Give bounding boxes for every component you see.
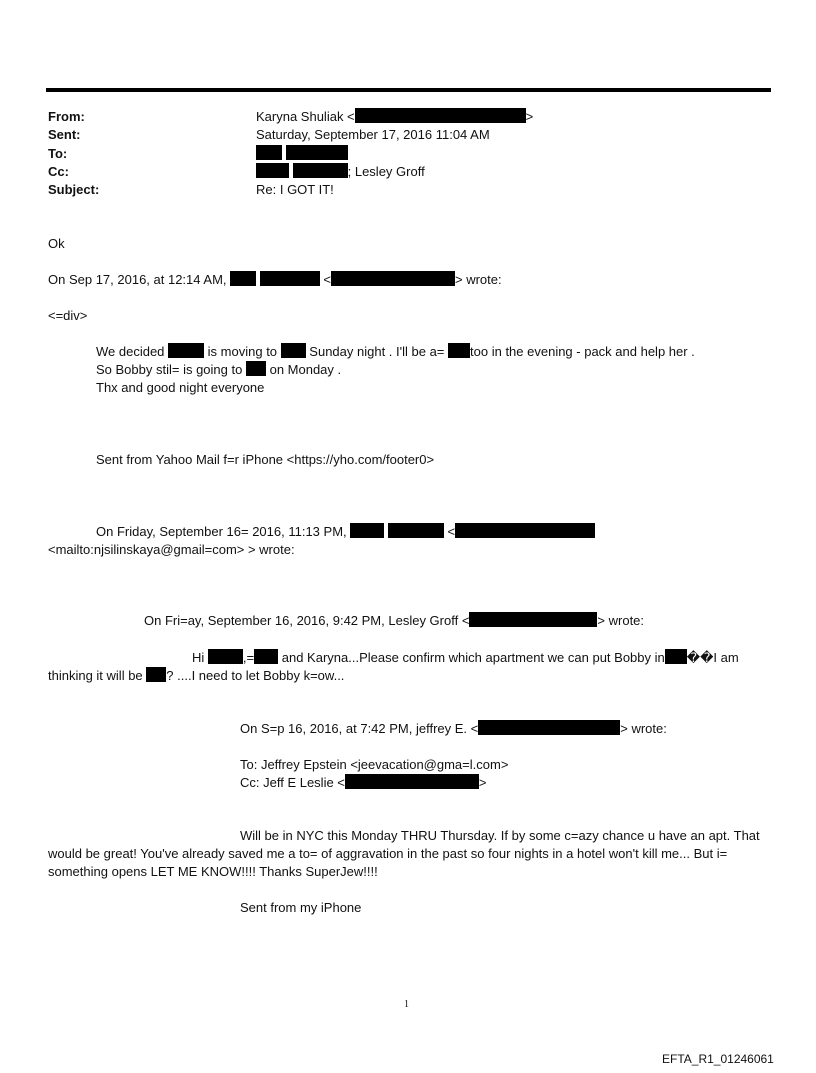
from-label: From: — [48, 109, 85, 124]
from-name: Karyna Shuliak < — [256, 109, 355, 124]
redaction — [254, 649, 278, 664]
sent-value: Saturday, September 17, 2016 11:04 AM — [256, 127, 490, 142]
to-label: To: — [48, 146, 68, 161]
message-text: is moving to — [207, 344, 278, 359]
cc-value — [256, 163, 425, 180]
message-line — [48, 667, 344, 684]
to-value — [256, 145, 348, 162]
cc-text: Cc: Jeff E Leslie < — [240, 775, 345, 790]
redaction — [246, 361, 266, 376]
redaction — [448, 343, 470, 358]
message-text: on Monday . — [269, 362, 342, 377]
message-text: ��I am — [686, 650, 739, 665]
message-text: So Bobby stil= is going to — [96, 362, 243, 377]
cc-label: Cc: — [48, 164, 69, 179]
redaction — [665, 649, 687, 664]
message-line: Thx and good night everyone — [96, 380, 265, 395]
div-tag-text: <=div> — [48, 308, 88, 323]
message-text: Hi — [192, 650, 205, 665]
redaction — [350, 523, 384, 538]
quote-text: > wrote: — [620, 721, 667, 736]
quote-header-2 — [96, 523, 595, 540]
quote-header-3 — [144, 612, 644, 629]
signature-line: Sent from Yahoo Mail f=r iPhone <https://yho.com/footer0> — [96, 452, 435, 467]
signature-line: Sent from my iPhone — [240, 900, 362, 915]
message-text: and Karyna...Please confirm which apartment we can put Bobby in — [281, 650, 665, 665]
message-line — [192, 649, 739, 666]
subject-label: Subject: — [48, 182, 100, 197]
quote-text: On Friday, September 16= 2016, 11:13 PM, — [96, 524, 347, 539]
cc-line — [240, 774, 487, 791]
redaction — [208, 649, 243, 664]
from-close: > — [525, 109, 534, 124]
redaction — [355, 108, 526, 123]
cc-tail: ; Lesley Groff — [347, 164, 425, 179]
page-number: 1 — [404, 999, 409, 1010]
bates-number: EFTA_R1_01246061 — [662, 1052, 774, 1066]
redaction — [388, 523, 444, 538]
message-text: ? ....I need to let Bobby k=ow... — [166, 668, 345, 683]
redaction — [256, 145, 282, 160]
quote-header-4 — [240, 720, 667, 737]
message-line — [96, 361, 341, 378]
message-text: We decided — [96, 344, 165, 359]
message-line: Will be in NYC this Monday THRU Thursday. If by some c=azy chance u have an apt. That — [240, 828, 760, 843]
redaction — [345, 774, 479, 789]
redaction — [331, 271, 455, 286]
quote-text: > wrote: — [454, 272, 502, 287]
redaction — [260, 271, 320, 286]
quote-text: < — [447, 524, 456, 539]
message-text: Sunday night . I'll be a= — [309, 344, 445, 359]
redaction — [281, 343, 306, 358]
message-text: ,= — [242, 650, 255, 665]
redaction — [230, 271, 256, 286]
reply-text: Ok — [48, 236, 65, 251]
redaction — [256, 163, 289, 178]
redaction — [293, 163, 348, 178]
redaction — [146, 667, 166, 682]
from-value — [256, 108, 533, 125]
quote-text: < — [323, 272, 331, 287]
quote-text: > wrote: — [597, 613, 645, 628]
redaction — [455, 523, 595, 538]
redaction — [478, 720, 620, 735]
quote-header-2-cont: <mailto:njsilinskaya@gmail=com> > wrote: — [48, 542, 295, 557]
message-text: thinking it will be — [48, 668, 143, 683]
message-line: would be great! You've already saved me a to= of aggravation in the past so four nights in a hotel won't kill me... But i= — [48, 846, 728, 861]
cc-text: > — [478, 775, 487, 790]
sent-label: Sent: — [48, 127, 81, 142]
redaction — [168, 343, 204, 358]
to-line: To: Jeffrey Epstein <jeevacation@gma=l.com> — [240, 757, 509, 772]
message-line — [96, 343, 695, 360]
quote-text: On Sep 17, 2016, at 12:14 AM, — [48, 272, 227, 287]
quote-text: On S=p 16, 2016, at 7:42 PM, jeffrey E. < — [240, 721, 479, 736]
quote-header-1 — [48, 271, 502, 288]
quote-text: On Fri=ay, September 16, 2016, 9:42 PM, Lesley Groff < — [144, 613, 470, 628]
message-line: something opens LET ME KNOW!!!! Thanks SuperJew!!!! — [48, 864, 378, 879]
redaction — [469, 612, 597, 627]
message-text: too in the evening - pack and help her . — [470, 344, 695, 359]
redaction — [286, 145, 348, 160]
subject-value: Re: I GOT IT! — [256, 182, 334, 197]
header-rule — [46, 88, 771, 92]
